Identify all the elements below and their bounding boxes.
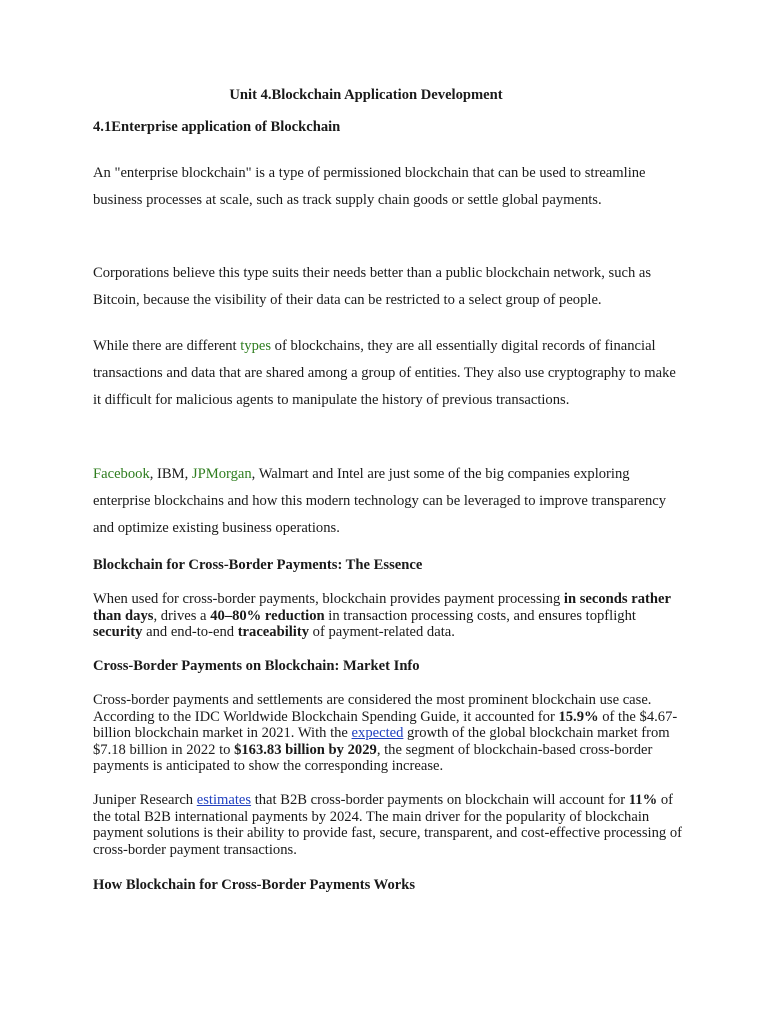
jpmorgan-link[interactable]: JPMorgan [191, 466, 252, 482]
text-run: of blockchains, they are all essentially digital records of financial transactions and data that are shared among a group of entities. They also use cryptography to make it difficult for malicious agents to manipulate the history of previous transactions. [93, 338, 676, 409]
types-link[interactable]: types [240, 338, 272, 354]
heading-how-it-works: How Blockchain for Cross-Border Payments Works [93, 877, 416, 893]
bold-run: 40–80% reduction [210, 607, 325, 624]
text-run: that B2B cross-border payments on blockchain will account for [251, 792, 629, 808]
text-run: of the $4.67-billion blockchain market in 2021. With the [93, 708, 678, 742]
facebook-link[interactable]: Facebook [93, 466, 150, 482]
text-run: and end-to-end [142, 624, 238, 641]
document-title: Unit 4.Blockchain Application Development [229, 87, 503, 103]
text-run: , drives a [153, 607, 211, 624]
text-run: While there are different [93, 338, 241, 354]
heading-cross-border-essence: Blockchain for Cross-Border Payments: The Essence [93, 557, 423, 573]
text-run: in transaction processing costs, and ensures topflight [324, 607, 636, 624]
paragraph-companies [93, 461, 683, 543]
bold-run: 11% [628, 792, 658, 808]
text-run: Cross-border payments and settlements are considered the most prominent blockchain use case. According to the IDC Worldwide Blockchain Spending Guide, it accounted for [93, 692, 652, 725]
bold-run: in seconds rather than days [93, 591, 671, 624]
heading-market-info: Cross-Border Payments on Blockchain: Market Info [93, 658, 420, 674]
text-run: of the total B2B international payments by 2024. The main driver for the popularity of blockchain payment solutions is their ability to provide fast, secure, transparent, and cost-effective processing of cross-border payment transactions. [93, 792, 682, 858]
text-run: of payment-related data. [309, 624, 455, 641]
paragraph-cross-border-essence [93, 591, 683, 641]
expected-link[interactable]: expected [351, 725, 404, 742]
text-run: , Walmart and Intel are just some of the big companies exploring enterprise blockchains and how this modern technology can be leveraged to improve transparency and optimize existing business operations. [93, 466, 667, 537]
text-run: When used for cross-border payments, blockchain provides payment processing [93, 591, 564, 607]
text-run: , IBM, [149, 466, 192, 482]
text-run: growth of the global blockchain market from $7.18 billion in 2022 to [93, 725, 670, 758]
paragraph-juniper-research [93, 792, 683, 858]
text-run: Juniper Research [93, 792, 197, 808]
section-heading: 4.1Enterprise application of Blockchain [93, 119, 341, 135]
bold-run: security [93, 624, 143, 641]
estimates-link[interactable]: estimates [196, 792, 252, 808]
bold-run: traceability [237, 624, 310, 641]
paragraph-corporations: Corporations believe this type suits their needs better than a public blockchain network, such as Bitcoin, because the visibility of their data can be restricted to a select group of people. [93, 265, 652, 309]
paragraph-enterprise-blockchain: An "enterprise blockchain" is a type of permissioned blockchain that can be used to streamline business processes at scale, such as track supply chain goods or settle global payments. [93, 165, 646, 209]
bold-run: $163.83 billion by 2029 [234, 741, 377, 758]
paragraph-market-info [93, 692, 683, 775]
bold-run: 15.9% [558, 708, 599, 725]
paragraph-types [93, 333, 683, 415]
text-run: , the segment of blockchain-based cross-border payments is anticipated to show the corresponding increase. [93, 741, 653, 775]
